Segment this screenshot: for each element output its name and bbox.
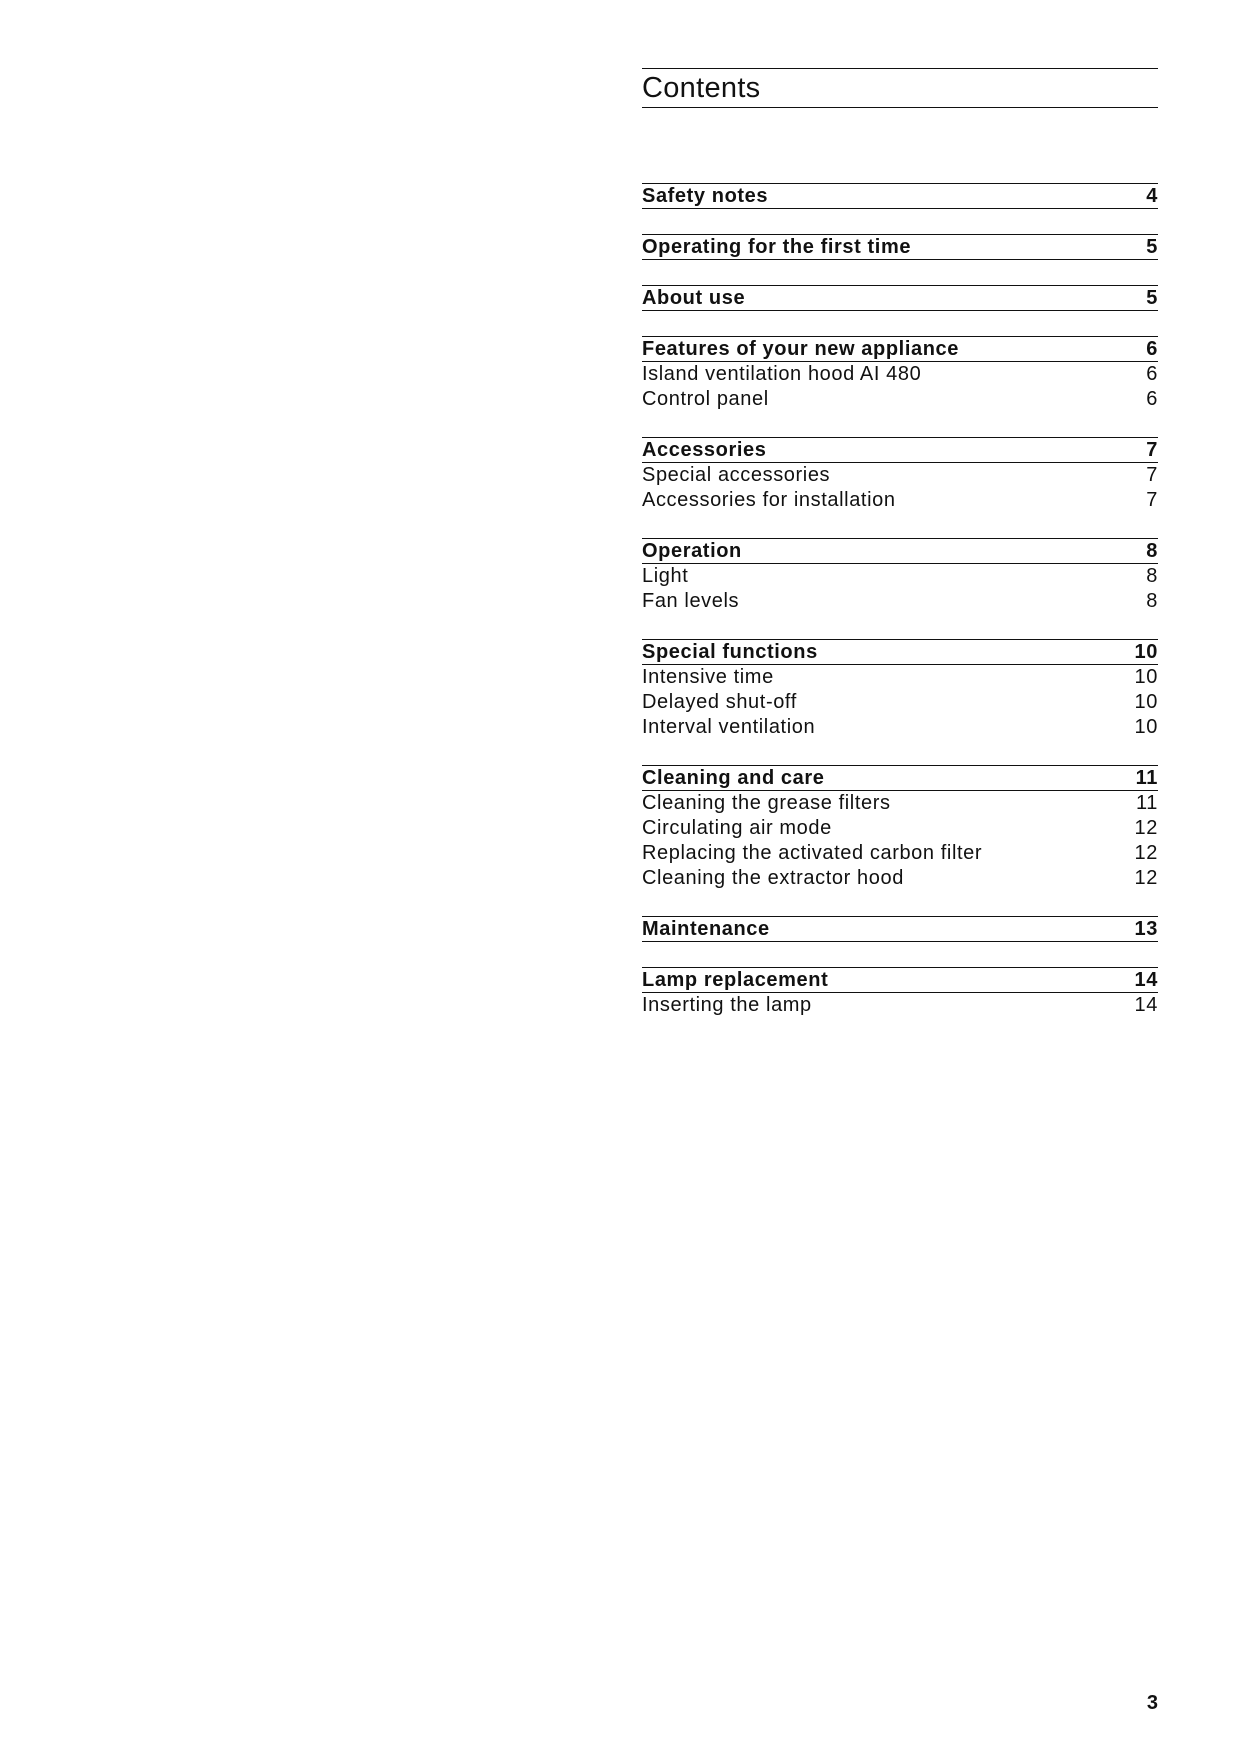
toc-entry-label: Intensive time [642, 666, 774, 688]
toc-heading-page: 8 [1146, 540, 1158, 562]
toc-section [642, 639, 1158, 740]
toc-section [642, 765, 1158, 891]
toc-heading-label: Cleaning and care [642, 767, 825, 789]
toc-entry-page: 12 [1134, 842, 1158, 864]
toc-entry-label: Light [642, 565, 689, 587]
contents-header [642, 68, 1158, 108]
toc-heading-label: Operation [642, 540, 742, 562]
toc-heading-label: Maintenance [642, 918, 770, 940]
toc-entry[interactable] [642, 463, 1158, 488]
toc-heading-label: Features of your new appliance [642, 338, 959, 360]
toc-entry-label: Accessories for installation [642, 489, 896, 511]
toc-entry[interactable] [642, 589, 1158, 614]
toc-entry-label: Cleaning the grease filters [642, 792, 891, 814]
toc-heading-label: Accessories [642, 439, 767, 461]
toc-section-heading[interactable] [642, 183, 1158, 209]
toc-entry[interactable] [642, 387, 1158, 412]
toc-entry-label: Special accessories [642, 464, 831, 486]
toc-entry-label: Interval ventilation [642, 716, 816, 738]
toc-section-heading[interactable] [642, 916, 1158, 942]
toc-section [642, 967, 1158, 1018]
toc-heading-page: 6 [1146, 338, 1158, 360]
toc-section [642, 437, 1158, 513]
toc-heading-page: 13 [1134, 918, 1158, 940]
page-title: Contents [642, 72, 761, 104]
toc-entry[interactable] [642, 564, 1158, 589]
toc-section-heading[interactable] [642, 967, 1158, 993]
toc-entry-label: Delayed shut-off [642, 691, 797, 713]
toc-entry[interactable] [642, 665, 1158, 690]
toc-section-heading[interactable] [642, 437, 1158, 463]
toc-entry-label: Cleaning the extractor hood [642, 867, 904, 889]
toc-heading-label: Lamp replacement [642, 969, 829, 991]
toc-entry-label: Fan levels [642, 590, 740, 612]
toc-section [642, 916, 1158, 942]
toc-heading-page: 5 [1146, 287, 1158, 309]
toc-heading-label: Safety notes [642, 185, 769, 207]
toc-entry-label: Circulating air mode [642, 817, 832, 839]
toc-entry[interactable] [642, 866, 1158, 891]
table-of-contents [642, 183, 1158, 1043]
toc-section-heading[interactable] [642, 336, 1158, 362]
toc-entry-label: Inserting the lamp [642, 994, 812, 1016]
toc-entry-page: 7 [1146, 464, 1158, 486]
toc-section [642, 234, 1158, 260]
toc-heading-page: 14 [1134, 969, 1158, 991]
page-number: 3 [1146, 1692, 1158, 1714]
toc-entry[interactable] [642, 816, 1158, 841]
toc-heading-page: 11 [1135, 767, 1158, 789]
toc-section [642, 183, 1158, 209]
toc-entry-page: 14 [1134, 994, 1158, 1016]
toc-section-heading[interactable] [642, 639, 1158, 665]
toc-heading-page: 5 [1146, 236, 1158, 258]
toc-section [642, 538, 1158, 614]
toc-section-heading[interactable] [642, 765, 1158, 791]
toc-section-heading[interactable] [642, 234, 1158, 260]
toc-entry-label: Control panel [642, 388, 769, 410]
toc-entry-page: 8 [1146, 590, 1158, 612]
toc-heading-label: About use [642, 287, 746, 309]
toc-heading-page: 10 [1134, 641, 1158, 663]
toc-heading-label: Operating for the first time [642, 236, 912, 258]
toc-entry-page: 12 [1134, 867, 1158, 889]
toc-entry-page: 10 [1134, 666, 1158, 688]
toc-entry[interactable] [642, 993, 1158, 1018]
toc-entry-page: 6 [1146, 363, 1158, 385]
toc-entry[interactable] [642, 715, 1158, 740]
toc-entry[interactable] [642, 690, 1158, 715]
toc-entry-page: 10 [1134, 691, 1158, 713]
toc-entry[interactable] [642, 362, 1158, 387]
toc-entry-label: Island ventilation hood AI 480 [642, 363, 922, 385]
toc-entry-page: 6 [1146, 388, 1158, 410]
toc-entry-label: Replacing the activated carbon filter [642, 842, 983, 864]
toc-entry[interactable] [642, 488, 1158, 513]
toc-heading-page: 4 [1146, 185, 1158, 207]
toc-section [642, 285, 1158, 311]
toc-section-heading[interactable] [642, 538, 1158, 564]
toc-section-heading[interactable] [642, 285, 1158, 311]
toc-heading-label: Special functions [642, 641, 818, 663]
toc-section [642, 336, 1158, 412]
toc-entry-page: 10 [1134, 716, 1158, 738]
toc-entry[interactable] [642, 791, 1158, 816]
toc-entry-page: 7 [1146, 489, 1158, 511]
toc-entry-page: 11 [1136, 792, 1158, 814]
toc-heading-page: 7 [1146, 439, 1158, 461]
toc-entry-page: 8 [1146, 565, 1158, 587]
toc-entry[interactable] [642, 841, 1158, 866]
toc-entry-page: 12 [1134, 817, 1158, 839]
